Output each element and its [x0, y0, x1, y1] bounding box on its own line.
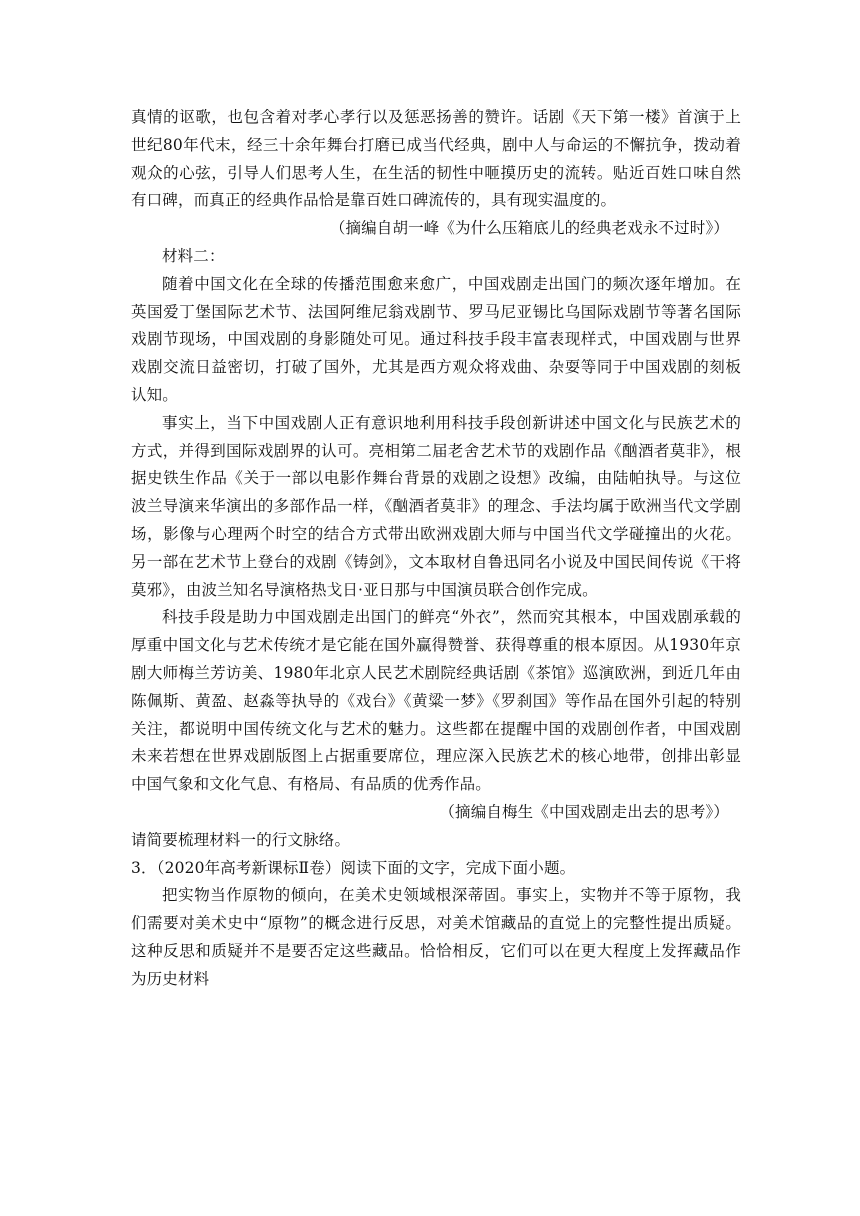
- question-3-number: 3．: [131, 858, 157, 877]
- material-2-paragraph-2: 事实上，当下中国戏剧人正有意识地利用科技手段创新讲述中国文化与民族艺术的方式，并得到国际戏剧界的认可。亮相第二届老舍艺术节的戏剧作品《酗酒者莫非》，根据史铁生作品《关于一部以电影作舞台背景的戏剧之设想》改编，由陆帕执导。与这位波兰导演来华演出的多部作品一样，《酗酒者莫非》的理念、手法均属于欧洲当代文学剧场，影像与心理两个时空的结合方式带出欧洲戏剧大师与中国当代文学碰撞出的火花。另一部在艺术节上登台的戏剧《铸剑》，文本取材自鲁迅同名小说及中国民间传说《干将莫邪》，由波兰知名导演格热戈日·亚日那与中国演员联合创作完成。: [131, 413, 741, 599]
- question-prompt: 请简要梳理材料一的行文脉络。: [131, 830, 351, 849]
- material-2-label: 材料二：: [162, 246, 225, 265]
- source-citation-1: （摘编自胡一峰《为什么压箱底儿的经典老戏永不过时》）: [329, 219, 729, 238]
- question-3-paragraph: 把实物当作原物的倾向，在美术史领域根深蒂固。事实上，实物并不等于原物，我们需要对美术史中“原物”的概念进行反思，对美术馆藏品的直觉上的完整性提出质疑。这种反思和质疑并不是要否定这些藏品。恰恰相反，它们可以在更大程度上发挥藏品作为历史材料: [131, 886, 741, 988]
- question-3-heading-text: （2020年高考新课标Ⅱ卷）阅读下面的文字，完成下面小题。: [156, 858, 576, 877]
- question-3-heading: [131, 855, 741, 883]
- continued-paragraph: 真情的讴歌，也包含着对孝心孝行以及惩恶扬善的赞许。话剧《天下第一楼》首演于上世纪80年代末，经三十余年舞台打磨已成当代经典，剧中人与命运的不懈抗争，拨动着观众的心弦，引导人们思考人生，在生活的韧性中咂摸历史的流转。贴近百姓口味自然有口碑，而真正的经典作品恰是靠百姓口碑流传的，具有现实温度的。: [131, 108, 741, 210]
- material-2-paragraph-1: 随着中国文化在全球的传播范围愈来愈广，中国戏剧走出国门的频次逐年增加。在英国爱丁堡国际艺术节、法国阿维尼翁戏剧节、罗马尼亚锡比乌国际戏剧节等著名国际戏剧节现场，中国戏剧的身影随处可见。通过科技手段丰富表现样式，中国戏剧与世界戏剧交流日益密切，打破了国外，尤其是西方观众将戏曲、杂耍等同于中国戏剧的刻板认知。: [131, 274, 741, 404]
- source-citation-2: （摘编自梅生《中国戏剧走出去的思考》）: [439, 802, 729, 821]
- material-2-paragraph-3: 科技手段是助力中国戏剧走出国门的鲜亮“外衣”，然而究其根本，中国戏剧承载的厚重中国文化与艺术传统才是它能在国外赢得赞誉、获得尊重的根本原因。从1930年京剧大师梅兰芳访美、1980年北京人民艺术剧院经典话剧《茶馆》巡演欧洲，到近几年由陈佩斯、黄盈、赵淼等执导的《戏台》《黄粱一梦》《罗刹国》等作品在国外引起的特别关注，都说明中国传统文化与艺术的魅力。这些都在提醒中国的戏剧创作者，中国戏剧未来若想在世界戏剧版图上占据重要席位，理应深入民族艺术的核心地带，创排出彰显中国气象和文化气息、有格局、有品质的优秀作品。: [131, 608, 741, 794]
- document-body: [131, 104, 741, 994]
